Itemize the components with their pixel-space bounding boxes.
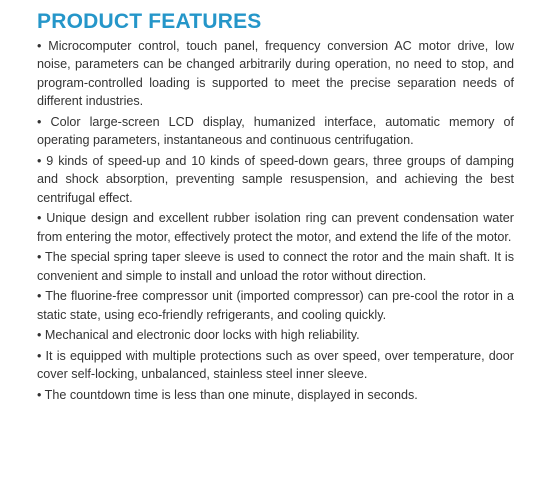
feature-item: • It is equipped with multiple protections such as over speed, over temperature, door cover self-locking, unbalanced, stainless steel inner sleeve. [37,348,514,382]
feature-item: • Unique design and excellent rubber isolation ring can prevent condensation water from entering the motor, effectively protect the motor, and extend the life of the motor. [37,211,514,244]
feature-item: • 9 kinds of speed-up and 10 kinds of speed-down gears, three groups of damping and shock absorption, preventing sample resuspension, and achieving the best centrifugal effect. [37,153,514,205]
feature-item: • Microcomputer control, touch panel, frequency conversion AC motor drive, low noise, parameters can be changed arbitrarily during operation, no need to stop, and program-controlled loading is supported to meet the precise separation needs of different industries. [37,39,514,109]
section-title: PRODUCT FEATURES [37,10,262,33]
feature-item: • The special spring taper sleeve is used to connect the rotor and the main shaft. It is convenient and simple to install and unload the rotor without direction. [37,250,514,283]
feature-item: • The fluorine-free compressor unit (imported compressor) can pre-cool the rotor in a static state, using eco-friendly refrigerants, and cooling quickly. [37,289,514,322]
feature-item: • Mechanical and electronic door locks with high reliability. [37,328,360,343]
feature-list [37,37,514,404]
feature-item: • The countdown time is less than one minute, displayed in seconds. [37,387,418,402]
feature-item: • Color large-screen LCD display, humanized interface, automatic memory of operating parameters, instantaneous and continuous centrifugation. [37,114,514,148]
